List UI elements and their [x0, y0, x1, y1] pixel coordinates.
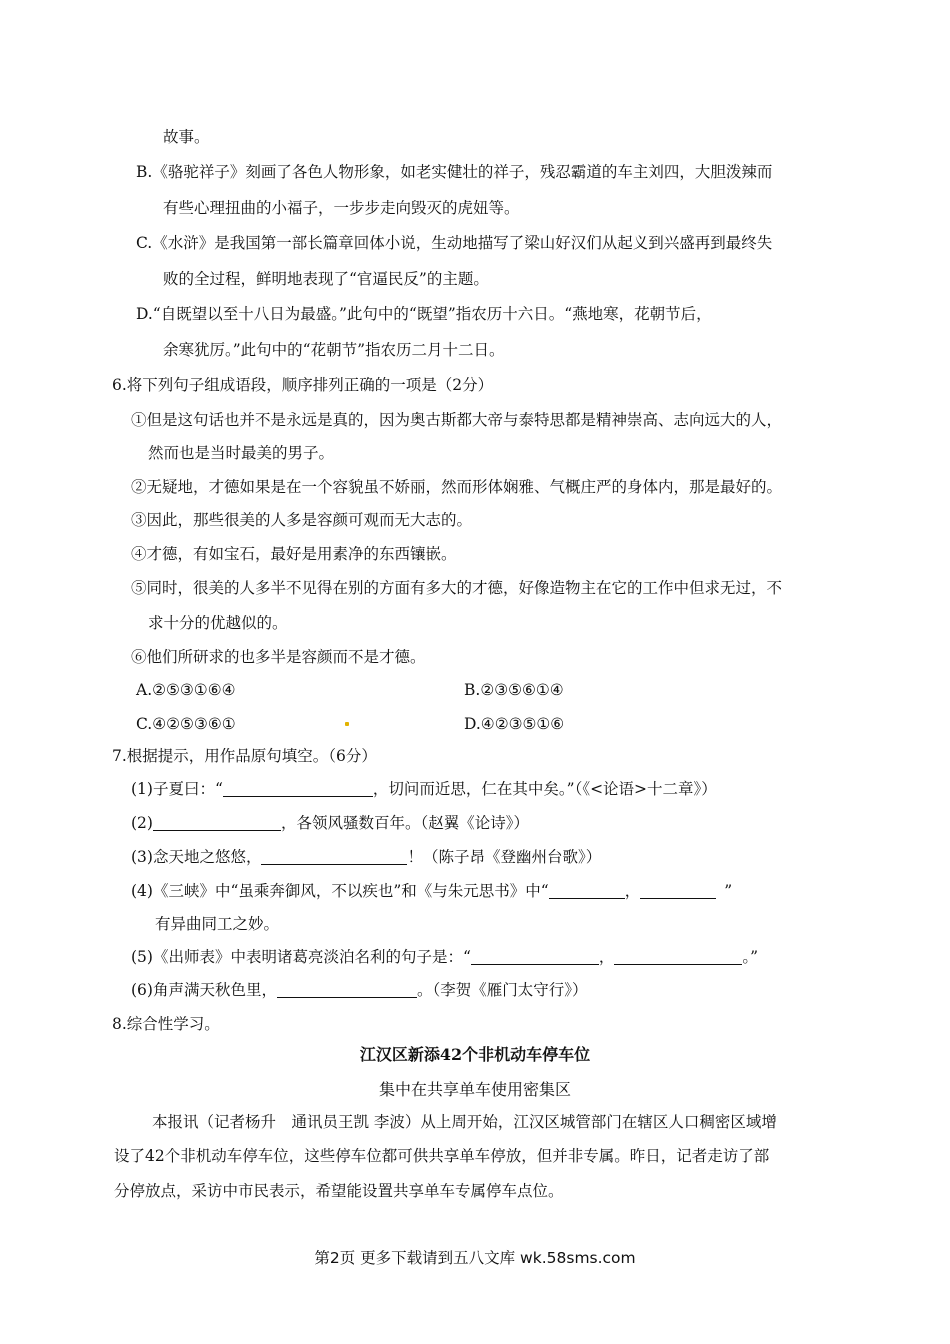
q7-item-5-prefix: (5)《出师表》中表明诸葛亮淡泊名利的句子是：“ [131, 948, 471, 966]
q5-option-a-continuation: 故事。 [163, 128, 210, 146]
answer-blank[interactable] [471, 948, 599, 965]
q7-item-6-prefix: (6)角声满天秋色里， [131, 981, 277, 999]
q6-option-c: C.④②⑤③⑥① [136, 715, 236, 733]
article-paragraph-line2: 设了42个非机动车停车位，这些停车位都可供共享单车停放，但并非专属。昨日，记者走访了部 [114, 1147, 770, 1165]
page-footer: 第2页 更多下载请到五八文库 wk.58sms.com [314, 1249, 636, 1267]
q6-option-d: D.④②③⑤①⑥ [464, 715, 565, 733]
q7-item-3-suffix: ！（陈子昂《登幽州台歌》） [407, 848, 602, 866]
q5-option-c-line1: C.《水浒》是我国第一部长篇章回体小说，生动地描写了梁山好汉们从起义到兴盛再到最终失 [136, 234, 773, 252]
answer-blank[interactable] [153, 814, 281, 831]
q7-item-6-suffix: 。（李贺《雁门太守行》） [416, 981, 588, 999]
answer-blank[interactable] [223, 780, 373, 797]
q7-item-4-separator: ， [624, 882, 641, 900]
q7-stem: 7.根据提示，用作品原句填空。（6分） [112, 747, 377, 765]
answer-blank[interactable] [261, 848, 407, 865]
q7-item-2 [131, 812, 529, 834]
article-paragraph-line3: 分停放点，采访中市民表示，希望能设置共享单车专属停车点位。 [114, 1182, 564, 1200]
q7-item-1 [131, 778, 717, 800]
article-paragraph-line1: 本报讯（记者杨升 通讯员王凯 李波）从上周开始，江汉区城管部门在辖区人口稠密区域增 [152, 1113, 777, 1131]
answer-blank[interactable] [549, 882, 625, 899]
stray-dot-mark [345, 722, 349, 726]
q6-sentence-1b: 然而也是当时最美的男子。 [148, 444, 335, 462]
q7-item-2-prefix: (2) [131, 814, 153, 832]
q6-stem: 6.将下列句子组成语段，顺序排列正确的一项是（2分） [112, 376, 494, 394]
q6-sentence-3: ③因此，那些很美的人多是容颜可观而无大志的。 [131, 511, 473, 529]
q6-sentence-5a: ⑤同时，很美的人多半不见得在别的方面有多大的才德，好像造物主在它的工作中但求无过，不 [131, 579, 783, 597]
q6-sentence-6: ⑥他们所研求的也多半是容颜而不是才德。 [131, 648, 426, 666]
q7-item-5-suffix: 。” [742, 948, 759, 966]
q5-option-b-line2: 有些心理扭曲的小福子，一步步走向毁灭的虎妞等。 [163, 199, 520, 217]
q7-item-5-separator: ， [598, 948, 615, 966]
answer-blank[interactable] [277, 981, 417, 998]
q7-item-3-prefix: (3)念天地之悠悠， [131, 848, 262, 866]
answer-blank[interactable] [614, 948, 742, 965]
q6-sentence-4: ④才德，有如宝石，最好是用素净的东西镶嵌。 [131, 545, 457, 563]
q5-option-c-line2: 败的全过程，鲜明地表现了“官逼民反”的主题。 [163, 270, 489, 288]
q5-option-d-line2: 余寒犹厉。”此句中的“花朝节”指农历二月十二日。 [163, 341, 505, 359]
q7-item-6 [131, 979, 587, 1001]
q5-option-d-line1: D.“自既望以至十八日为最盛。”此句中的“既望”指农历十六日。“燕地寒，花朝节后， [136, 305, 712, 323]
q6-option-b: B.②③⑤⑥①④ [464, 681, 564, 699]
q8-stem: 8.综合性学习。 [112, 1015, 220, 1033]
q6-sentence-1a: ①但是这句话也并不是永远是真的，因为奥古斯都大帝与泰特思都是精神崇高、志向远大的人， [131, 411, 783, 429]
article-title: 江汉区新添42个非机动车停车位 [359, 1045, 591, 1064]
q7-item-1-suffix: ，切问而近思，仁在其中矣。”（《<论语>十二章》） [372, 780, 717, 798]
q6-option-a: A.②⑤③①⑥④ [136, 681, 236, 699]
q6-sentence-5b: 求十分的优越似的。 [148, 614, 288, 632]
q7-item-4-continuation: 有异曲同工之妙。 [155, 915, 280, 933]
answer-blank[interactable] [640, 882, 716, 899]
q7-item-4 [131, 880, 732, 902]
q7-item-4-prefix: (4)《三峡》中“虽乘奔御风，不以疾也”和《与朱元思书》中“ [131, 882, 549, 900]
q5-option-b-line1: B.《骆驼祥子》刻画了各色人物形象，如老实健壮的祥子，残忍霸道的车主刘四，大胆泼辣而 [136, 163, 773, 181]
q7-item-1-prefix: (1)子夏曰：“ [131, 780, 223, 798]
article-subtitle: 集中在共享单车使用密集区 [378, 1080, 571, 1099]
q7-item-3 [131, 846, 601, 868]
q6-sentence-2: ②无疑地，才德如果是在一个容貌虽不娇丽，然而形体娴雅、气概庄严的身体内，那是最好的。 [131, 478, 783, 496]
q7-item-5 [131, 946, 758, 968]
q7-item-4-suffix: ” [724, 882, 733, 900]
q7-item-2-suffix: ，各领风骚数百年。（赵翼《论诗》） [280, 814, 529, 832]
